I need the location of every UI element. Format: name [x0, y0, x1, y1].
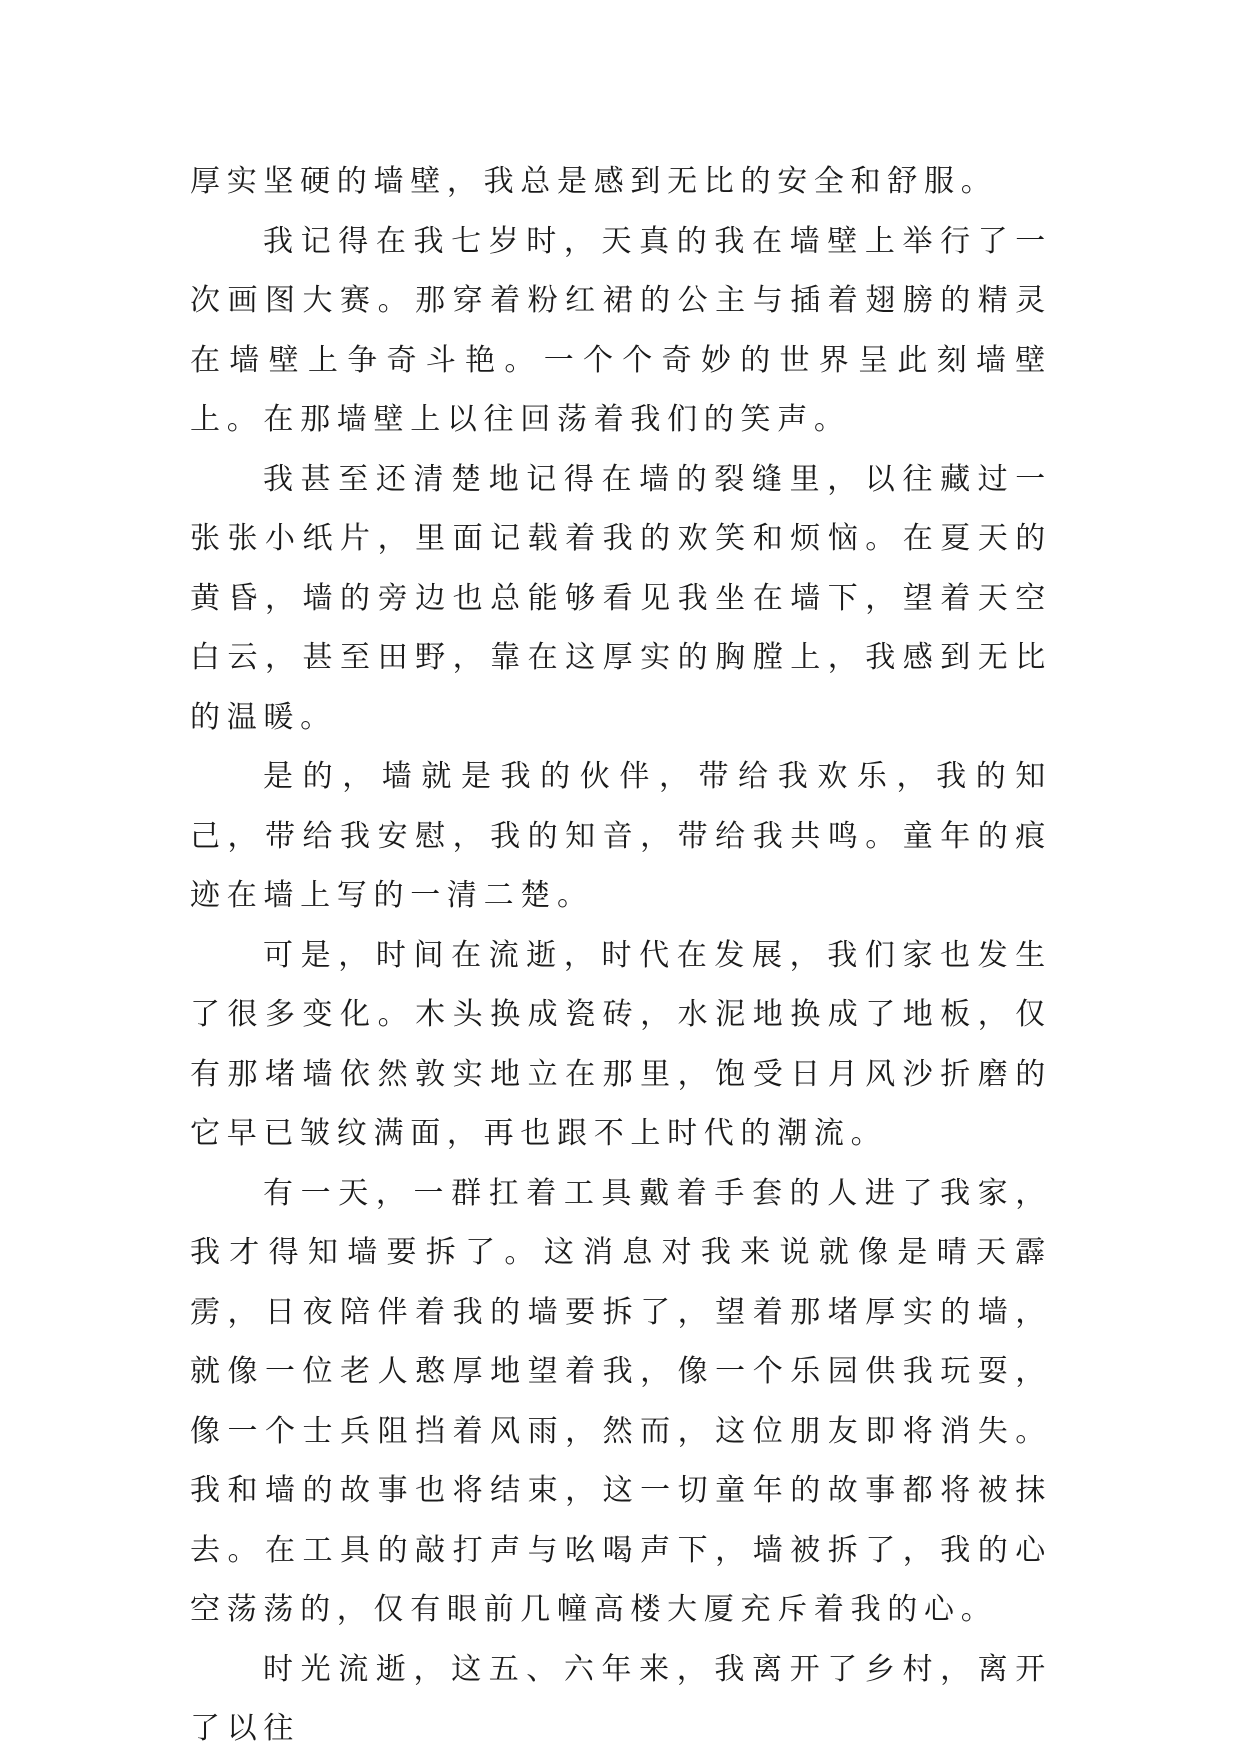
paragraph-3: 我甚至还清楚地记得在墙的裂缝里，以往藏过一张张小纸片，里面记载着我的欢笑和烦恼。在夏天的黄昏，墙的旁边也总能够看见我坐在墙下，望着天空白云，甚至田野，靠在这厚实的胸膛上，我感到无比的温暖。	[190, 461, 1052, 735]
paragraph-1: 厚实坚硬的墙壁，我总是感到无比的安全和舒服。	[190, 164, 998, 199]
paragraph-2: 我记得在我七岁时，天真的我在墙壁上举行了一次画图大赛。那穿着粉红裙的公主与插着翅膀的精灵在墙壁上争奇斗艳。一个个奇妙的世界呈此刻墙壁上。在那墙壁上以往回荡着我们的笑声。	[190, 223, 1052, 437]
paragraph-6: 有一天，一群扛着工具戴着手套的人进了我家，我才得知墙要拆了。这消息对我来说就像是晴天霹雳，日夜陪伴着我的墙要拆了，望着那堵厚实的墙，就像一位老人憨厚地望着我，像一个乐园供我玩耍，像一个士兵阻挡着风雨，然而，这位朋友即将消失。我和墙的故事也将结束，这一切童年的故事都将被抹去。在工具的敲打声与吆喝声下，墙被拆了，我的心空荡荡的，仅有眼前几幢高楼大厦充斥着我的心。	[190, 1175, 1052, 1627]
paragraph-5: 可是，时间在流逝，时代在发展，我们家也发生了很多变化。木头换成瓷砖，水泥地换成了地板，仅有那堵墙依然敦实地立在那里，饱受日月风沙折磨的它早已皱纹满面，再也跟不上时代的潮流。	[190, 937, 1052, 1151]
paragraph-4: 是的，墙就是我的伙伴，带给我欢乐，我的知己，带给我安慰，我的知音，带给我共鸣。童年的痕迹在墙上写的一清二楚。	[190, 759, 1052, 913]
document-body	[190, 152, 1052, 1759]
paragraph-7: 时光流逝，这五、六年来，我离开了乡村，离开了以往	[190, 1651, 1052, 1746]
